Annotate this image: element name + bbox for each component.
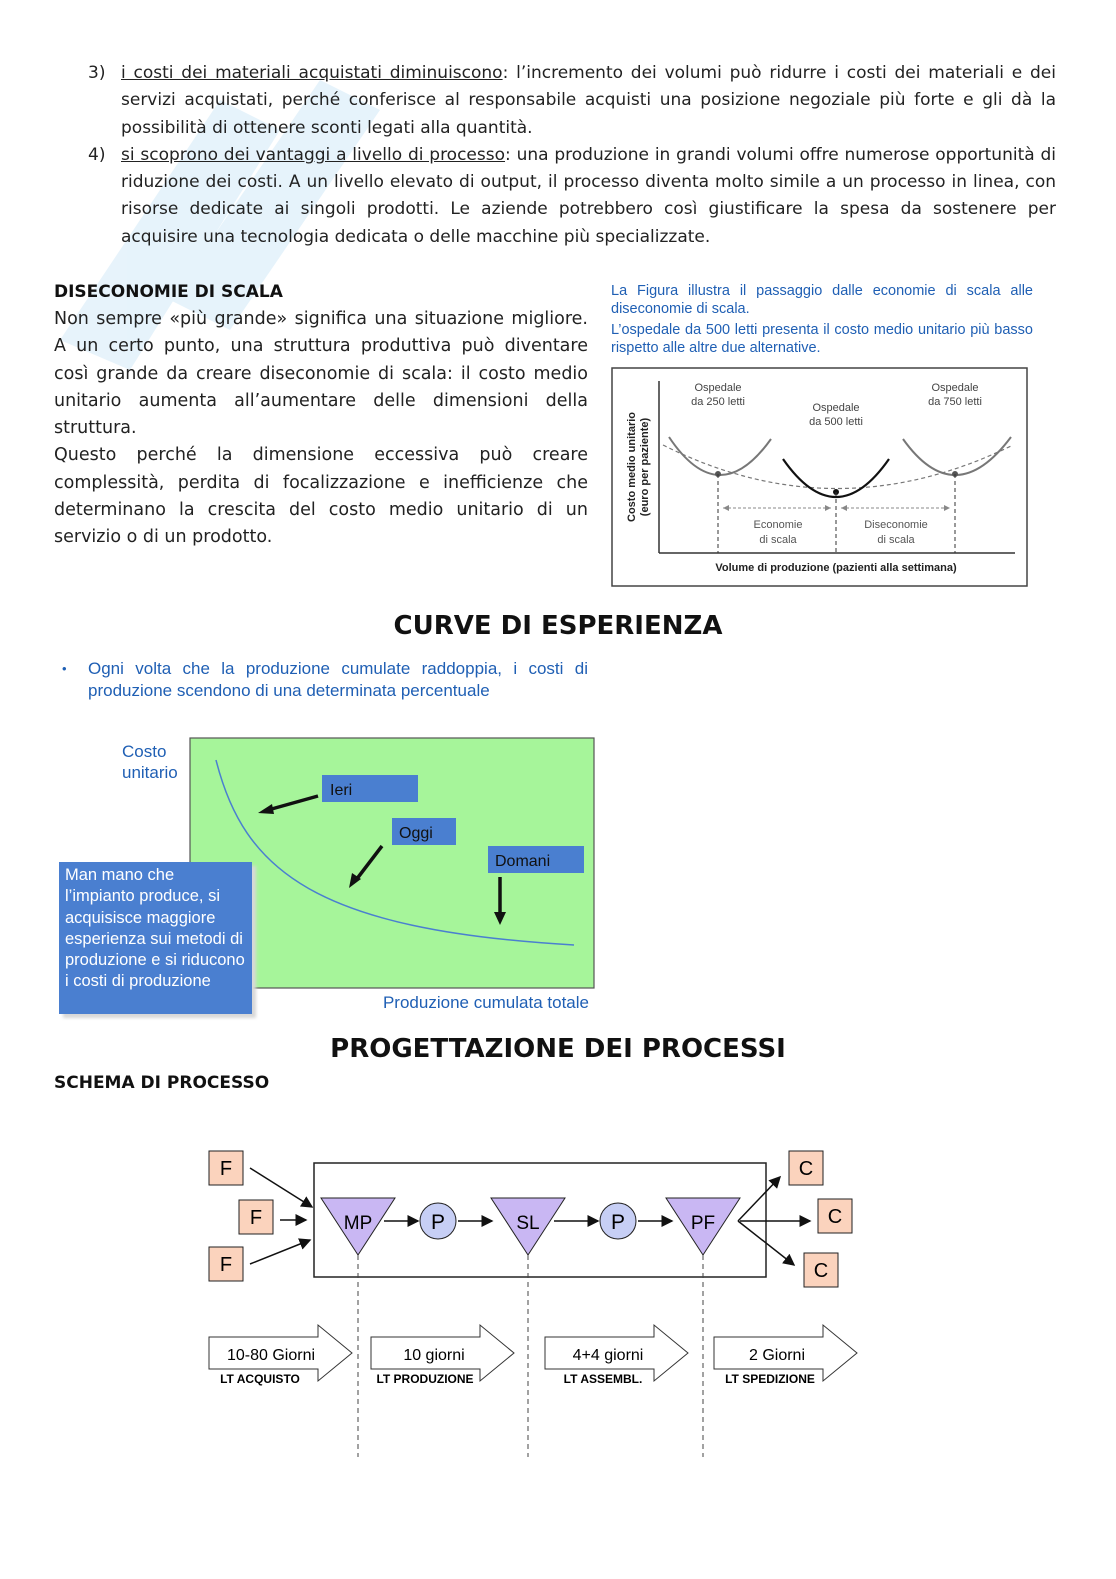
experience-note-box [59,862,252,1014]
bullet-icon: • [62,661,67,676]
y-axis-label: unitario [122,763,178,782]
region-label-economie: Economie [753,519,803,531]
label-oggi: Oggi [399,825,433,842]
phase-duration: 4+4 giorni [572,1347,644,1364]
list-heading: i costi dei materiali acquistati diminuiscono [121,63,503,83]
section-title-curve-esperienza: CURVE DI ESPERIENZA [393,611,723,641]
region-label-economie: di scala [759,534,797,546]
list-item [88,60,1056,142]
list-heading: si scoprono dei vantaggi a livello di processo [121,144,506,165]
advantages-list [88,60,1056,251]
region-label-diseconomie: Diseconomie [864,519,928,531]
curve-label: Ospedale [812,402,860,414]
curve-label: da 500 letti [809,416,863,428]
phase-label: LT ACQUISTO [220,1372,300,1386]
stock-label: MP [343,1213,373,1234]
figure-caption-1: La Figura illustra il passaggio dalle economie di scala alle diseconomie di scala. [611,283,1033,317]
phase-label: LT SPEDIZIONE [725,1372,815,1386]
supplier-label: F [219,1158,233,1180]
customer-label: C [827,1206,843,1228]
diseconomie-text [54,306,588,552]
stock-label: PF [690,1213,716,1234]
customer-label: C [813,1260,829,1282]
scale-chart [611,367,1029,589]
supplier-label: F [249,1207,263,1229]
phase-duration: 10-80 Giorni [226,1347,316,1364]
curve-label: da 750 letti [928,396,982,408]
label-domani: Domani [495,853,551,870]
curve-label: Ospedale [931,382,979,394]
phase-duration: 10 giorni [403,1347,465,1364]
process-label: P [610,1211,626,1234]
list-number: 3) [88,63,106,83]
x-axis-label: Produzione cumulata totale [382,993,589,1012]
section-title-progettazione: PROGETTAZIONE DEI PROCESSI [330,1034,786,1064]
stock-label: SL [516,1213,540,1234]
process-schema-diagram [200,1145,870,1465]
y-axis-label: Costo medio unitario [626,412,638,522]
y-axis-label: Costo [122,742,167,761]
region-label-diseconomie: di scala [877,534,915,546]
phase-label: LT ASSEMBL. [563,1372,643,1386]
diseconomie-paragraph-1: Non sempre «più grande» significa una situazione migliore. A un certo punto, una struttura produttiva può diventare così grande da creare diseconomie di scala: il costo medio unitario aumenta all’aumentare delle dimensioni della struttura. [54,309,588,439]
label-ieri: Ieri [330,782,353,799]
list-text: : una produzione in grandi volumi offre numerose opportunità di riduzione dei costi. A un livello elevato di output, il processo diventa molto simile a un processo in linea, con risorse dedicate ai singoli prodotti. Le aziende potrebbero così giustificare la spesa da sostenere per acquisire una tecnologia dedicata o delle macchine più specializzate. [121,144,1056,247]
phase-label: LT PRODUZIONE [376,1372,474,1386]
diseconomie-paragraph-2: Questo perché la dimensione eccessiva può creare complessità, perdita di focalizzazione e inefficienze che determinano la crescita del costo medio unitario di un servizio o di un prodotto. [54,445,588,548]
phase-duration: 2 Giorni [748,1347,806,1364]
supplier-label: F [219,1254,233,1276]
list-text: : l’incremento dei volumi può ridurre i costi dei materiali e dei servizi acquistati, perché conferisce al responsabile acquisti una posizione negoziale più forte e gli dà la possibilità di ottenere sconti legati alla quantità. [121,63,1056,138]
x-axis-label: Volume di produzione (pazienti alla settimana) [715,562,957,574]
bullet-point [62,658,588,702]
curve-label: da 250 letti [691,396,745,408]
customer-label: C [798,1158,814,1180]
experience-note-text: Man mano che l’impianto produce, si acquisisce maggiore esperienza sui metodi di produzione e si riducono i costi di produzione [65,866,245,991]
bullet-text: Ogni volta che la produzione cumulate raddoppia, i costi di produzione scendono di una determinata percentuale [88,659,588,700]
section-subtitle-schema: SCHEMA DI PROCESSO [54,1073,270,1093]
list-number: 4) [88,144,106,165]
process-label: P [430,1211,446,1234]
curve-label: Ospedale [694,382,742,394]
figure-caption [611,282,1033,357]
section-heading-diseconomie: DISECONOMIE DI SCALA [54,282,283,302]
list-item [88,142,1056,251]
y-axis-label: (euro per paziente) [639,417,651,517]
figure-caption-2: L’ospedale da 500 letti presenta il costo medio unitario più basso rispetto alle altre due alternative. [611,322,1033,356]
